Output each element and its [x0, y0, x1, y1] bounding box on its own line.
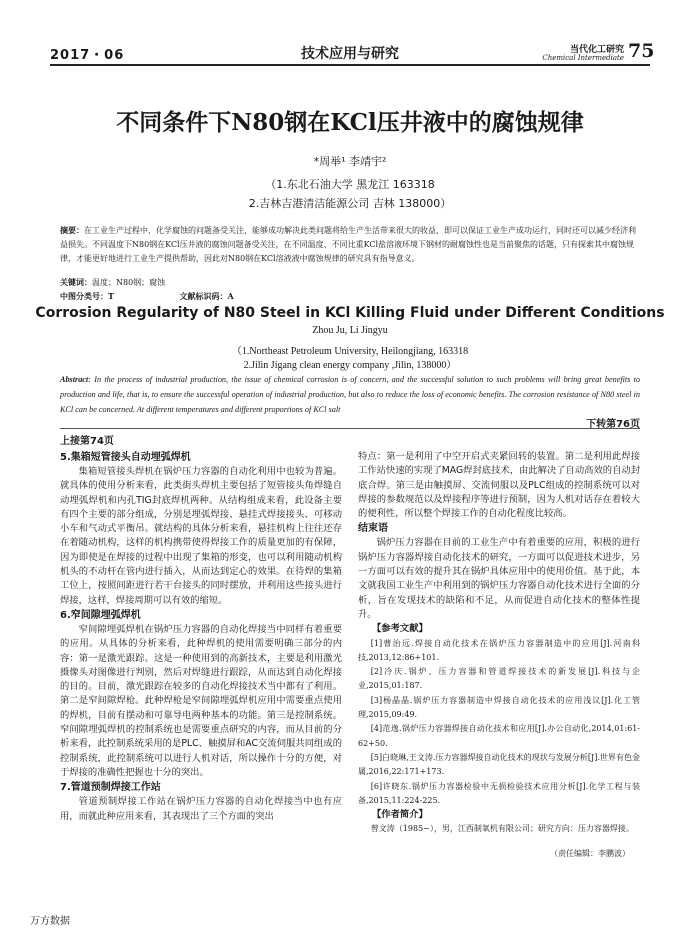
- abstract-label: 摘要：: [60, 225, 84, 235]
- affiliation-1: （1.东北石油大学 黑龙江 163318: [265, 178, 435, 191]
- reference-item: [1]曹治远.焊接自动化技术在锅炉压力容器制造中的应用[J].河南科技,2013,12:86+101.: [358, 638, 640, 662]
- responsible-editor: （责任编辑：李鹏波）: [550, 848, 630, 858]
- right-column: [358, 450, 640, 861]
- affiliation-2: 2.吉林吉港清洁能源公司 吉林 138000）: [248, 197, 452, 210]
- keywords: [60, 277, 165, 288]
- section-7-continued: 特点：第一是利用了中空开启式夹紧回转的装置。第二是利用此焊接工作站快速的实现了MAG焊封底技术，由此解决了自动高效的自动封底合焊。第三是由触摸屏、交流伺服以及PLC组成的控制系统可以对焊接的参数规范以及焊接程序等进行预制，因为人机对话存在着较大的便利性，所以整个焊接工作的自动化程度比较高。: [358, 451, 640, 520]
- clc-label: 中图分类号：: [60, 291, 108, 301]
- footer-brand: 万方数据: [30, 916, 70, 927]
- journal-name-en: Chemical Intermediate: [542, 54, 624, 62]
- author-bio: 曾文涛（1985~），男，江西制氧机有限公司；研究方向：压力容器焊接。: [370, 824, 634, 834]
- author-bio-heading: 【作者简介】: [372, 809, 428, 821]
- section-5-heading: 5.集箱短管接头自动埋弧焊机: [60, 452, 191, 463]
- clc-value: T: [108, 291, 114, 301]
- english-affiliation-1: （1.Northeast Petroleum University, Heilongjiang, 163318: [231, 346, 469, 357]
- section-6-heading: 6.窄间隙埋弧焊机: [60, 609, 141, 621]
- section-6-paragraph: 窄间隙埋弧焊机在锅炉压力容器的自动化焊接当中同样有着重要的应用。从具体的分析来看，此种焊机的使用需要明确三部分的内容：第一是激光跟踪。这是一种使用到的高新技术，主要是利用激光摄像头对图像进行判别，然后对焊缝进行跟踪，从而达到自动化焊接的目的。目前，激光跟踪在较多的自动化焊接技术当中都有了利用。第二是窄间隙焊枪。此种焊枪是窄间隙埋弧焊机应用中需要重点使用的焊机，目前有摆动和可靠导电两种基本的功能。第三是控制系统。窄间隙埋弧焊机的控制系统也是需要重点研究的内容，而从目前的分析来看，此控制系统采用的是PLC、触摸屏和AC交流伺服共同组成的控制系统，此控制系统可以进行人机对话，所以操作十分的方便，对于焊接的准确性把握也十分的突出。: [60, 623, 342, 778]
- keywords-text: 温度；N80钢；腐蚀: [92, 278, 166, 287]
- english-affiliation-2: 2.Jilin Jigang clean energy company ,Jilin, 138000）: [243, 360, 457, 371]
- section-7-heading: 7.管道预制焊接工作站: [60, 782, 161, 794]
- section-divider: [60, 428, 640, 429]
- left-column: [60, 450, 342, 824]
- continued-on-label: 下转第76页: [586, 419, 640, 430]
- section-7-paragraph: 管道预制焊接工作站在锅炉压力容器的自动化焊接当中也有应用，而就此种应用来看，其表现出了三个方面的突出: [60, 796, 342, 822]
- references-heading: 【参考文献】: [372, 623, 428, 635]
- conclusion-heading: 结束语: [358, 523, 388, 535]
- section-5-paragraph: 集箱短管接头焊机在锅炉压力容器的自动化利用中也较为普遍。就具体的使用分析来看，此类街头焊机主要包括了短管接头角焊缝自动埋弧焊机和内孔TIG封底焊机两种。从结构组成来看，此设备主要有四个主要的部分组成，分别是埋弧焊接、悬挂式焊接接头、可移动小车和气动式平衡吊。就结构的具体分析来看，悬挂机构上往往还存在着随动机构，这样的机构携带使得焊接工作的质量更加的有保障，因为即使是在焊接的过程中出现了集箱的形变，也可以利用随动机构机头的不动杆在管内进行插入，从而达到定心的效果。在待焊的集箱工位上，按照间距进行若干台接头的同时摆放，并利用这些接头进行焊接，这样，焊接周期可以有效的缩短。: [60, 466, 342, 606]
- page-number: 75: [628, 40, 655, 62]
- reference-item: [4]范逸.锅炉压力容器焊接自动化技术和应用[J].办公自动化,2014,01:61-62+50.: [358, 724, 640, 748]
- english-authors: Zhou Ju, Li Jingyu: [312, 325, 388, 336]
- keywords-label: 关键词：: [60, 277, 92, 287]
- reference-item: [3]杨晶晶.锅炉压力容器制造中焊接自动化技术的应用浅议[J].化工管理,2015,09:49.: [358, 695, 640, 720]
- reference-item: [6]许晓东.锅炉压力容器检验中无损检验技术应用分析[J].化学工程与装备,2015,11:224-225.: [358, 781, 640, 805]
- doc-code-label: 文献标识码：: [179, 291, 228, 301]
- english-abstract-text: : In the process of industrial production, the issue of chemical corrosion is of concern, and the successful solution to such problems will bring great benefits to production and life, that is, to ensure the successful operation of industrial production, but also to reduce the loss of economic benefits. The corrosion resistance of N80 steel in KCl can be concerned. At different temperatures and different proportions of KCl salt: [60, 375, 640, 414]
- continued-from-label: 上接第74页: [60, 436, 114, 447]
- article-title: 不同条件下N80钢在KCl压井液中的腐蚀规律: [116, 109, 584, 136]
- classification: [60, 291, 234, 302]
- english-abstract: [60, 372, 640, 417]
- journal-name: 当代化工研究: [569, 45, 624, 55]
- reference-item: [2]冷庆.锅炉、压力容器和管道焊接技术的新发展[J].科技与企业,2015,01:187.: [358, 667, 640, 691]
- english-abstract-label: Abstract: [60, 375, 89, 384]
- doc-code-value: A: [227, 291, 234, 301]
- reference-item: [5]白晓琳,王文涛.压力容器焊接自动化技术的现状与发展分析[J].世界有色金属,2016,22:171+173.: [358, 752, 640, 777]
- abstract-text: 在工业生产过程中，化学腐蚀的问题备受关注，能够成功解决此类问题将给生产生活带来很大的收益，即可以保证工业生产成功运行，同时还可以减少经济利益损失。不同温度下N80钢在KCl压井液的腐蚀问题备受关注，在不同温度、不同比重KCl盐溶液环境下钢材的耐腐蚀性也是当前聚焦的话题，只有探索其中腐蚀规律，才能更好地进行工业生产提供帮助，因此对N80钢在KCl溶液液中腐蚀规律的研究具有指导意义。: [60, 226, 636, 263]
- abstract: [60, 223, 640, 266]
- article-authors: *周举¹ 李靖宇²: [313, 155, 387, 168]
- english-title: Corrosion Regularity of N80 Steel in KCl Killing Fluid under Different Conditions: [35, 305, 665, 321]
- section-title: 技术应用与研究: [301, 46, 399, 62]
- issue-date: 2017・06: [50, 48, 125, 63]
- conclusion-paragraph: 锅炉压力容器在目前的工业生产中有着重要的应用，积极的进行锅炉压力容器焊接自动化技术的研究，一方面可以促进技术进步，另一方面可以有效的提升其在锅炉具体应用中的使用价值。基于此，本文就我国工业生产中利用到的锅炉压力容器自动化技术进行全面的分析，旨在发现技术的缺陷和不足，从而促进自动化技术的整体性提升。: [358, 537, 640, 620]
- header-rule: [50, 64, 650, 66]
